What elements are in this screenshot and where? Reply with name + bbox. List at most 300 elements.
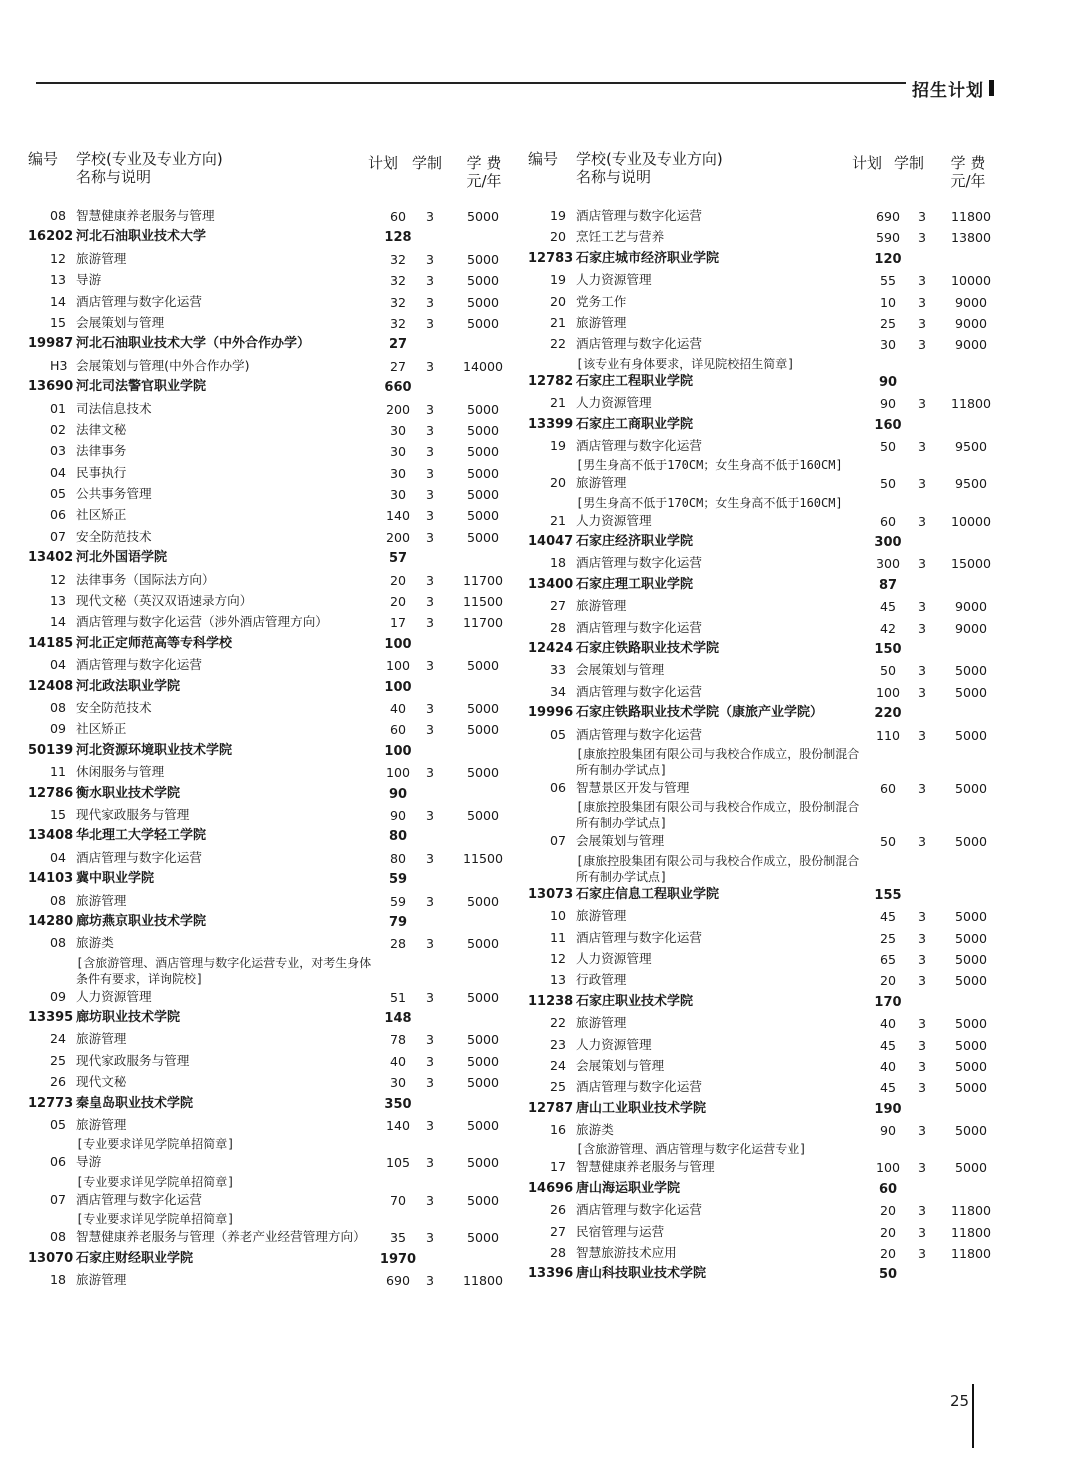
major-name: 会展策划与管理	[576, 662, 665, 678]
major-code: 08	[50, 892, 67, 908]
plan-count: 32	[389, 273, 407, 289]
tuition-fee: 5000	[466, 487, 500, 503]
major-code: 27	[550, 598, 567, 614]
study-years: 3	[917, 599, 926, 615]
school-name: 石家庄信息工程职业学院	[576, 886, 720, 902]
col-school-label: 学校(专业及专业方向)	[76, 150, 223, 168]
plan-count: 690	[875, 209, 901, 224]
tuition-fee: 5000	[954, 1123, 988, 1139]
tuition-fee: 5000	[466, 315, 500, 331]
major-code: 09	[50, 988, 67, 1004]
major-code: 19	[550, 437, 567, 453]
plan-count: 45	[879, 1037, 897, 1053]
major-row	[528, 1035, 998, 1056]
major-row	[528, 778, 998, 799]
major-name: 法律文秘	[76, 421, 127, 437]
note-text: [专业要求详见学院单招简章]	[76, 1174, 235, 1189]
major-code: 06	[550, 779, 567, 795]
tuition-fee: 9000	[954, 620, 988, 636]
major-row	[28, 270, 510, 291]
school-row	[28, 377, 510, 398]
plan-count: 35	[389, 1230, 407, 1246]
study-years: 3	[917, 294, 926, 310]
study-years: 3	[425, 444, 434, 460]
major-row	[28, 655, 510, 676]
school-name: 河北政法职业学院	[76, 678, 181, 694]
school-row	[528, 992, 998, 1013]
plan-count: 60	[389, 722, 407, 738]
major-name: 智慧健康养老服务与管理	[576, 1159, 715, 1175]
note-row	[528, 799, 998, 831]
tuition-fee: 14000	[462, 358, 504, 374]
tuition-fee: 5000	[954, 973, 988, 989]
plan-count: 105	[385, 1155, 411, 1171]
school-code: 13400	[528, 576, 574, 592]
major-row	[528, 596, 998, 617]
plan-count: 90	[878, 374, 898, 390]
study-years: 3	[425, 722, 434, 738]
note-row	[528, 495, 998, 511]
major-code: 23	[550, 1036, 567, 1052]
study-years: 3	[917, 513, 926, 529]
tuition-fee: 11800	[950, 1224, 992, 1240]
major-row	[528, 1200, 998, 1221]
plan-count: 300	[874, 535, 902, 551]
tuition-fee: 9000	[954, 337, 988, 353]
major-code: 14	[50, 293, 67, 309]
plan-count: 1970	[379, 1251, 417, 1267]
major-name: 酒店管理与数字化运营	[76, 293, 202, 309]
study-years: 3	[425, 850, 434, 866]
major-name: 酒店管理与数字化运营	[576, 1202, 702, 1218]
study-years: 3	[917, 209, 926, 224]
plan-count: 80	[389, 850, 407, 866]
plan-count: 50	[879, 663, 897, 679]
school-code: 13408	[28, 828, 74, 844]
major-name: 旅游管理	[576, 908, 627, 924]
plan-count: 30	[389, 487, 407, 503]
tuition-fee: 5000	[954, 684, 988, 700]
tuition-fee: 13800	[950, 230, 992, 246]
study-years: 3	[917, 780, 926, 796]
school-code: 11238	[528, 993, 574, 1009]
note-row	[528, 356, 998, 372]
plan-count: 87	[878, 577, 898, 593]
major-code: 08	[50, 1229, 67, 1245]
note-row	[528, 457, 998, 473]
tuition-fee: 10000	[950, 513, 992, 529]
school-row	[528, 885, 998, 906]
major-name: 酒店管理与数字化运营	[576, 1079, 702, 1095]
note-text: [该专业有身体要求，详见院校招生简章]	[576, 356, 795, 371]
note-text: [男生身高不低于170CM；女生身高不低于160CM]	[576, 458, 843, 473]
school-name: 唐山海运职业学院	[576, 1180, 681, 1196]
school-name: 河北石油职业技术大学（中外合作办学）	[76, 336, 311, 352]
school-name: 石家庄理工职业学院	[576, 576, 694, 592]
school-name: 冀中职业学院	[76, 871, 155, 887]
school-row	[28, 869, 510, 890]
plan-count: 100	[385, 765, 411, 781]
school-row	[28, 548, 510, 569]
tuition-fee: 5000	[954, 1080, 988, 1096]
major-code: 33	[550, 662, 567, 678]
major-row	[28, 848, 510, 869]
major-row	[528, 206, 998, 227]
major-name: 导游	[76, 272, 102, 288]
major-row	[28, 527, 510, 548]
school-code: 12782	[528, 373, 574, 389]
study-years: 3	[425, 1075, 434, 1091]
col-length-label: 学制	[894, 154, 925, 172]
col-length-label: 学制	[412, 154, 443, 172]
school-row	[528, 1264, 998, 1285]
major-code: 07	[50, 1191, 67, 1207]
tuition-fee: 5000	[954, 1160, 988, 1176]
school-code: 13073	[528, 886, 574, 902]
tuition-fee: 5000	[466, 658, 500, 674]
major-row	[28, 292, 510, 313]
school-name: 河北正定师范高等专科学校	[76, 635, 233, 651]
tuition-fee: 5000	[466, 1192, 500, 1208]
school-code: 12424	[528, 641, 574, 657]
major-name: 旅游管理	[576, 1015, 627, 1031]
major-row	[28, 1152, 510, 1173]
study-years: 3	[425, 358, 434, 374]
major-code: 03	[50, 443, 67, 459]
major-row	[28, 987, 510, 1008]
major-name: 智慧景区开发与管理	[576, 779, 690, 795]
major-row	[528, 270, 998, 291]
major-name: 智慧旅游技术应用	[576, 1245, 677, 1261]
study-years: 3	[425, 1192, 434, 1208]
tuition-fee: 5000	[466, 444, 500, 460]
major-row	[28, 1227, 510, 1248]
plan-count: 200	[385, 529, 411, 545]
plan-count: 40	[879, 1058, 897, 1074]
study-years: 3	[917, 909, 926, 925]
plan-count: 45	[879, 599, 897, 615]
tuition-fee: 11800	[950, 396, 992, 412]
plan-count: 20	[389, 572, 407, 588]
study-years: 3	[425, 1053, 434, 1069]
tuition-fee: 5000	[954, 951, 988, 967]
study-years: 3	[917, 230, 926, 246]
col-fee-label: 学 费	[950, 154, 986, 172]
major-name: 酒店管理与数字化运营	[76, 657, 202, 673]
major-code: 18	[550, 555, 567, 571]
school-code: 13690	[28, 379, 74, 395]
plan-count: 50	[879, 834, 897, 850]
study-years: 3	[425, 422, 434, 438]
major-row	[528, 1157, 998, 1178]
major-name: 会展策划与管理	[76, 314, 165, 330]
plan-count: 51	[389, 989, 407, 1005]
school-name: 河北外国语学院	[76, 550, 168, 566]
note-row	[28, 1174, 510, 1190]
tuition-fee: 11800	[950, 1203, 992, 1219]
col-code-label: 编号	[528, 150, 559, 168]
major-name: 烹饪工艺与营养	[576, 229, 665, 245]
major-name: 酒店管理与数字化运营	[576, 726, 702, 742]
tuition-fee: 9000	[954, 315, 988, 331]
major-row	[28, 591, 510, 612]
major-row	[28, 933, 510, 954]
study-years: 3	[917, 1160, 926, 1176]
plan-count: 30	[389, 422, 407, 438]
school-name: 石家庄财经职业学院	[76, 1250, 194, 1266]
major-name: 酒店管理与数字化运营（涉外酒店管理方向）	[76, 614, 328, 630]
major-code: 05	[50, 486, 67, 502]
section-marker	[989, 80, 994, 96]
study-years: 3	[917, 1037, 926, 1053]
column-header	[528, 150, 998, 206]
major-code: 26	[50, 1074, 67, 1090]
note-row	[528, 853, 998, 885]
major-row	[28, 719, 510, 740]
major-row	[528, 1013, 998, 1034]
tuition-fee: 5000	[954, 909, 988, 925]
plan-count: 590	[875, 230, 901, 246]
plan-count: 140	[385, 1118, 411, 1134]
plan-count: 17	[389, 615, 407, 631]
study-years: 3	[917, 1058, 926, 1074]
plan-count: 65	[879, 951, 897, 967]
tuition-fee: 15000	[950, 556, 992, 572]
major-row	[528, 334, 998, 355]
major-code: 14	[50, 614, 67, 630]
school-row	[28, 741, 510, 762]
study-years: 3	[917, 834, 926, 850]
school-row	[528, 639, 998, 660]
tuition-fee: 10000	[950, 273, 992, 289]
tuition-fee: 11800	[950, 209, 992, 224]
tuition-fee: 5000	[466, 508, 500, 524]
major-name: 会展策划与管理(中外合作办学)	[76, 357, 250, 373]
school-row	[528, 1099, 998, 1120]
school-code: 13395	[28, 1010, 74, 1026]
major-row	[528, 393, 998, 414]
major-row	[528, 928, 998, 949]
tuition-fee: 5000	[466, 251, 500, 267]
major-code: 24	[50, 1031, 67, 1047]
major-name: 行政管理	[576, 972, 627, 988]
right-column	[528, 150, 998, 1286]
note-text: [康旅控股集团有限公司与我校合作成立，股份制混合所有制办学试点]	[576, 853, 860, 884]
study-years: 3	[917, 476, 926, 492]
plan-count: 79	[388, 914, 408, 930]
study-years: 3	[425, 594, 434, 610]
major-name: 旅游类	[576, 1122, 614, 1138]
right-rows	[528, 206, 998, 1286]
note-row	[28, 1211, 510, 1227]
major-name: 酒店管理与数字化运营	[576, 929, 702, 945]
tuition-fee: 5000	[466, 1053, 500, 1069]
study-years: 3	[425, 615, 434, 631]
major-row	[28, 399, 510, 420]
col-school-sublabel: 名称与说明	[576, 168, 652, 186]
school-code: 12783	[528, 250, 574, 266]
tuition-fee: 11500	[462, 594, 504, 610]
major-row	[528, 292, 998, 313]
study-years: 3	[917, 438, 926, 454]
major-row	[28, 249, 510, 270]
major-name: 安全防范技术	[76, 528, 152, 544]
plan-count: 690	[385, 1272, 411, 1288]
major-name: 酒店管理与数字化运营	[76, 849, 202, 865]
major-code: 08	[50, 699, 67, 715]
major-name: 旅游管理	[576, 314, 627, 330]
major-name: 旅游管理	[576, 598, 627, 614]
study-years: 3	[425, 294, 434, 310]
major-name: 法律事务	[76, 443, 127, 459]
study-years: 3	[425, 989, 434, 1005]
major-row	[28, 356, 510, 377]
study-years: 3	[917, 1224, 926, 1240]
study-years: 3	[917, 1246, 926, 1262]
major-name: 休闲服务与管理	[76, 764, 165, 780]
study-years: 3	[917, 396, 926, 412]
major-name: 酒店管理与数字化运营	[576, 619, 702, 635]
study-years: 3	[425, 401, 434, 417]
major-code: 08	[50, 935, 67, 951]
plan-count: 148	[384, 1011, 412, 1027]
plan-count: 40	[389, 700, 407, 716]
study-years: 3	[917, 727, 926, 743]
page-number: 25	[950, 1392, 970, 1410]
major-row	[528, 618, 998, 639]
plan-count: 120	[874, 251, 902, 267]
major-name: 旅游管理	[76, 1117, 127, 1133]
major-name: 现代文秘（英汉双语速录方向）	[76, 593, 253, 609]
major-code: 21	[550, 395, 567, 411]
study-years: 3	[425, 765, 434, 781]
study-years: 3	[917, 337, 926, 353]
major-code: 02	[50, 421, 67, 437]
plan-count: 20	[879, 1246, 897, 1262]
major-name: 党务工作	[576, 293, 627, 309]
study-years: 3	[425, 936, 434, 952]
tuition-fee: 9000	[954, 294, 988, 310]
school-code: 14280	[28, 913, 74, 929]
school-name: 华北理工大学轻工学院	[76, 828, 207, 844]
major-name: 民宿管理与运营	[576, 1223, 665, 1239]
plan-count: 60	[389, 209, 407, 224]
school-name: 廊坊燕京职业技术学院	[76, 913, 207, 929]
school-code: 13396	[528, 1266, 574, 1282]
plan-count: 100	[384, 679, 412, 695]
note-text: [康旅控股集团有限公司与我校合作成立，股份制混合所有制办学试点]	[576, 800, 860, 831]
major-name: 民事执行	[76, 464, 127, 480]
study-years: 3	[917, 556, 926, 572]
school-code: 13399	[528, 416, 574, 432]
major-code: 04	[50, 657, 67, 673]
header-rule	[36, 82, 906, 84]
tuition-fee: 5000	[466, 273, 500, 289]
plan-count: 50	[879, 438, 897, 454]
tuition-fee: 5000	[466, 989, 500, 1005]
plan-count: 90	[879, 396, 897, 412]
tuition-fee: 5000	[466, 422, 500, 438]
major-code: 11	[550, 929, 567, 945]
study-years: 3	[425, 529, 434, 545]
major-name: 导游	[76, 1154, 102, 1170]
study-years: 3	[425, 893, 434, 909]
major-code: 28	[550, 619, 567, 635]
school-code: 50139	[28, 742, 74, 758]
study-years: 3	[425, 807, 434, 823]
note-row	[28, 1136, 510, 1152]
major-name: 智慧健康养老服务与管理（养老产业经营管理方向）	[76, 1229, 366, 1245]
major-row	[28, 505, 510, 526]
major-name: 人力资源管理	[576, 1036, 652, 1052]
plan-count: 100	[384, 743, 412, 759]
major-row	[28, 1072, 510, 1093]
major-code: 15	[50, 314, 67, 330]
major-row	[28, 463, 510, 484]
major-code: 07	[50, 528, 67, 544]
tuition-fee: 5000	[466, 1075, 500, 1091]
school-code: 13402	[28, 550, 74, 566]
major-code: 28	[550, 1245, 567, 1261]
plan-count: 128	[384, 230, 412, 246]
note-text: [男生身高不低于170CM；女生身高不低于160CM]	[576, 495, 843, 510]
study-years: 3	[425, 1230, 434, 1246]
major-row	[528, 1077, 998, 1098]
school-row	[528, 415, 998, 436]
major-name: 人力资源管理	[576, 272, 652, 288]
study-years: 3	[917, 663, 926, 679]
study-years: 3	[425, 1155, 434, 1171]
note-text: [专业要求详见学院单招简章]	[76, 1137, 235, 1152]
study-years: 3	[917, 684, 926, 700]
tuition-fee: 5000	[466, 807, 500, 823]
school-row	[28, 912, 510, 933]
major-code: 20	[550, 293, 567, 309]
major-code: 15	[50, 806, 67, 822]
major-code: 13	[550, 972, 567, 988]
plan-count: 300	[875, 556, 901, 572]
major-row	[528, 1222, 998, 1243]
major-code: 34	[550, 683, 567, 699]
major-code: 21	[550, 512, 567, 528]
tuition-fee: 5000	[954, 1037, 988, 1053]
major-name: 酒店管理与数字化运营	[576, 437, 702, 453]
major-name: 旅游管理	[76, 892, 127, 908]
study-years: 3	[917, 1080, 926, 1096]
plan-count: 60	[879, 780, 897, 796]
school-code: 19987	[28, 336, 74, 352]
study-years: 3	[425, 209, 434, 224]
tuition-fee: 5000	[466, 700, 500, 716]
school-row	[528, 703, 998, 724]
tuition-fee: 9000	[954, 599, 988, 615]
note-text: [专业要求详见学院单招简章]	[76, 1212, 235, 1227]
plan-count: 660	[384, 380, 412, 396]
section-title: 招生计划	[912, 81, 984, 101]
major-code: 26	[550, 1202, 567, 1218]
col-school-label: 学校(专业及专业方向)	[576, 150, 723, 168]
major-name: 酒店管理与数字化运营	[76, 1191, 202, 1207]
school-name: 廊坊职业技术学院	[76, 1010, 181, 1026]
major-row	[528, 949, 998, 970]
major-row	[528, 473, 998, 494]
study-years: 3	[425, 658, 434, 674]
plan-count: 80	[388, 829, 408, 845]
school-code: 12787	[528, 1100, 574, 1116]
school-name: 石家庄经济职业学院	[576, 534, 694, 550]
plan-count: 40	[389, 1053, 407, 1069]
plan-count: 150	[874, 642, 902, 658]
